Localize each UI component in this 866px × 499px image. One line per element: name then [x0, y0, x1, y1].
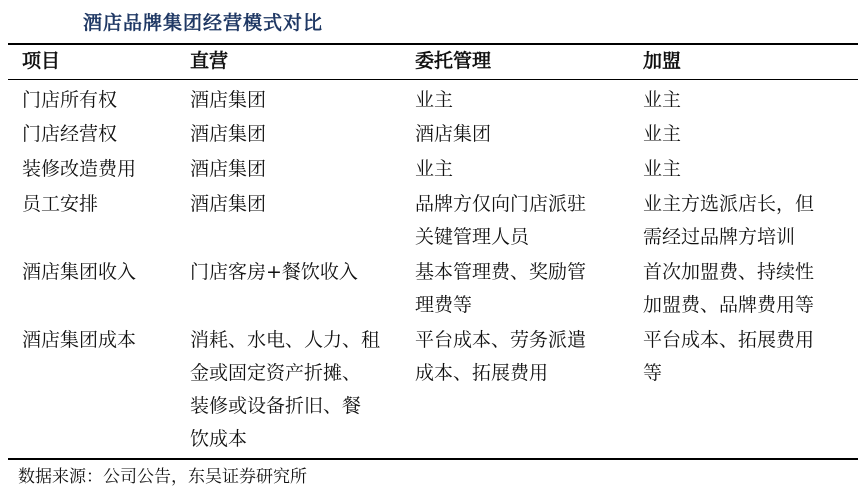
- row-label-group-cost: 酒店集团成本: [22, 329, 137, 351]
- table-cell: 酒店集团: [415, 123, 492, 145]
- table-cell: 品牌方仅向门店派驻 关键管理人员: [415, 193, 587, 248]
- row-label-staffing: 员工安排: [22, 193, 99, 215]
- table-cell: 酒店集团: [190, 89, 267, 111]
- table-cell: 业主: [643, 158, 682, 180]
- header-item: 项目: [22, 50, 61, 72]
- table-cell: 平台成本、劳务派遣 成本、拓展费用: [415, 329, 587, 384]
- table-cell: 业主: [415, 158, 454, 180]
- table-cell: 业主方选派店长，但 需经过品牌方培训: [643, 193, 815, 248]
- table-cell: 酒店集团: [190, 158, 267, 180]
- table-cell: 消耗、水电、人力、租 金或固定资产折摊、 装修或设备折旧、餐 饮成本: [190, 329, 381, 450]
- row-label-store-ownership: 门店所有权: [22, 89, 118, 111]
- table-title: 酒店品牌集团经营模式对比: [83, 12, 324, 34]
- table-cell: 业主: [643, 123, 682, 145]
- table-cell: 业主: [643, 89, 682, 111]
- table-cell: 首次加盟费、持续性 加盟费、品牌费用等: [643, 261, 815, 316]
- source-note: 数据来源：公司公告，东吴证券研究所: [18, 467, 307, 487]
- row-label-store-operation: 门店经营权: [22, 123, 118, 145]
- row-label-group-revenue: 酒店集团收入: [22, 261, 137, 283]
- row-label-renovation-cost: 装修改造费用: [22, 158, 137, 180]
- table-cell: 基本管理费、奖励管 理费等: [415, 261, 587, 316]
- table-bottom-rule: [8, 458, 858, 460]
- table-cell: 业主: [415, 89, 454, 111]
- header-managed: 委托管理: [415, 50, 492, 72]
- table-header-rule: [8, 79, 858, 80]
- table-cell: 门店客房+餐饮收入: [190, 261, 358, 283]
- table-cell: 酒店集团: [190, 193, 267, 215]
- header-direct: 直营: [190, 50, 229, 72]
- table-cell: 酒店集团: [190, 123, 267, 145]
- table-cell: 平台成本、拓展费用 等: [643, 329, 815, 384]
- header-franchise: 加盟: [643, 50, 682, 72]
